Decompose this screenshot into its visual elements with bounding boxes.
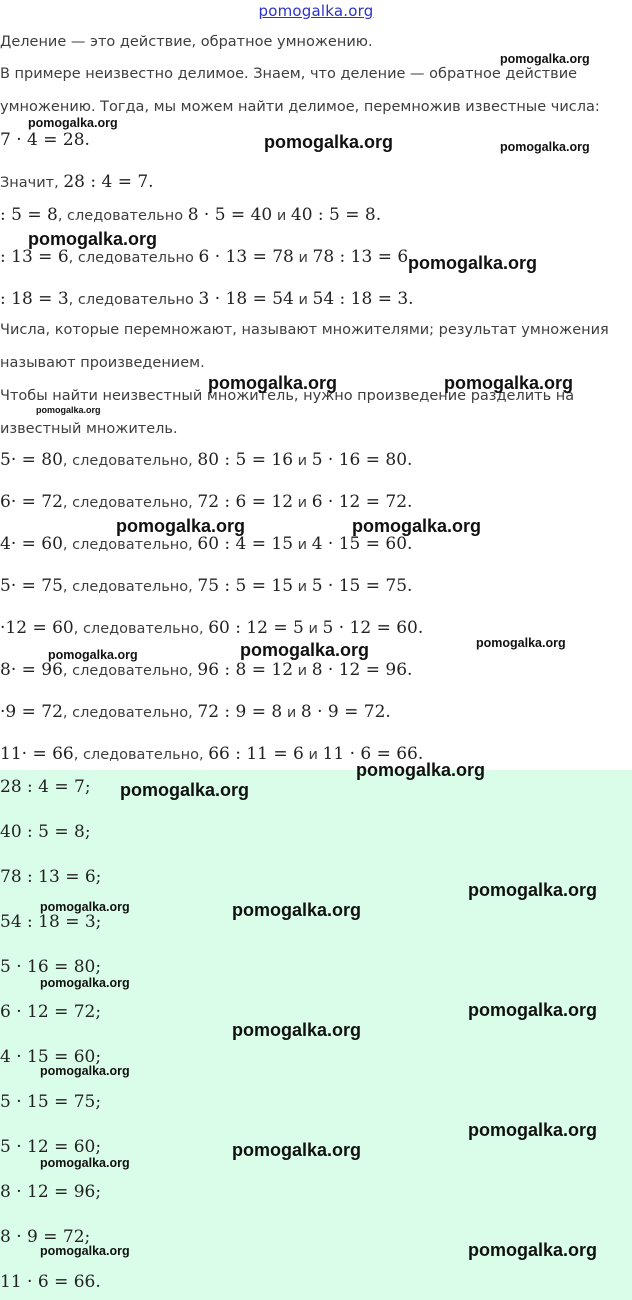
answer-line: 5 · 12 = 60;: [0, 1137, 102, 1157]
therefore-line: [0, 172, 154, 192]
example-check: 6 · 13 = 78: [198, 247, 294, 267]
example-result: 5 · 15 = 75.: [311, 576, 413, 596]
example-word: , следовательно,: [73, 747, 209, 763]
example-and: и: [293, 250, 313, 266]
example-result: 5 · 16 = 80.: [311, 450, 413, 470]
answer-line: 11 · 6 = 66.: [0, 1272, 101, 1292]
example-check: 72 : 9 = 8: [197, 702, 283, 722]
watermark: pomogalka.org: [444, 373, 574, 393]
example-equation: : 13 = 6: [0, 247, 69, 267]
example-and: и: [293, 537, 312, 553]
para1-line2: умножению. Тогда, мы можем найти делимое, перемножив известные числа:: [0, 99, 600, 115]
example-check: 3 · 18 = 54: [198, 289, 294, 309]
example-and: и: [282, 705, 301, 721]
div-example-row: [0, 289, 414, 309]
watermark: pomogalka.org: [500, 52, 590, 66]
example-and: и: [272, 208, 291, 224]
mul-example-row: [0, 702, 391, 722]
example-result: 5 · 12 = 60.: [322, 618, 424, 638]
example-result: 8 · 12 = 96.: [311, 660, 413, 680]
example-equation: : 5 = 8: [0, 205, 58, 225]
example-check: 8 · 5 = 40: [187, 205, 273, 225]
watermark: pomogalka.org: [352, 516, 482, 536]
para2-line2: называют произведением.: [0, 355, 205, 371]
example-and: и: [303, 747, 323, 763]
example-and: и: [293, 292, 313, 308]
watermark: pomogalka.org: [208, 373, 338, 393]
example-check: 66 : 11 = 6: [208, 744, 304, 764]
div-example-row: [0, 247, 414, 267]
example-check: 60 : 12 = 5: [208, 618, 304, 638]
example-check: 60 : 4 = 15: [197, 534, 294, 554]
example-result: 54 : 18 = 3.: [312, 289, 414, 309]
watermark: pomogalka.org: [40, 900, 130, 914]
answer-line: 8 · 12 = 96;: [0, 1182, 102, 1202]
example-result: 6 · 12 = 72.: [311, 492, 413, 512]
example-equation: 11· = 66: [0, 744, 74, 764]
watermark: pomogalka.org: [468, 1120, 598, 1140]
watermark: pomogalka.org: [240, 640, 370, 660]
watermark: pomogalka.org: [36, 405, 101, 415]
watermark: pomogalka.org: [468, 880, 598, 900]
example-result: 8 · 9 = 72.: [300, 702, 391, 722]
para3-line1: Чтобы найти неизвестный множитель, нужно произведение разделить на: [0, 388, 575, 404]
calc-line: [0, 130, 90, 150]
para3-line2: известный множитель.: [0, 421, 178, 437]
answer-line: 5 · 16 = 80;: [0, 957, 102, 977]
example-equation: 8· = 96: [0, 660, 63, 680]
example-equation: ·12 = 60: [0, 618, 74, 638]
example-result: 11 · 6 = 66.: [322, 744, 424, 764]
example-word: , следовательно,: [73, 621, 209, 637]
watermark: pomogalka.org: [40, 1244, 130, 1258]
calc-math: 7 · 4 = 28.: [0, 130, 90, 150]
example-word: , следовательно,: [62, 453, 198, 469]
watermark: pomogalka.org: [476, 636, 566, 650]
watermark: pomogalka.org: [116, 516, 246, 536]
example-result: 40 : 5 = 8.: [290, 205, 382, 225]
example-result: 4 · 15 = 60.: [311, 534, 413, 554]
example-word: , следовательно: [68, 292, 199, 308]
answer-line: 28 : 4 = 7;: [0, 777, 91, 797]
example-equation: 4· = 60: [0, 534, 63, 554]
div-example-row: [0, 205, 381, 225]
watermark: pomogalka.org: [408, 253, 538, 273]
example-equation: 5· = 80: [0, 450, 63, 470]
example-word: , следовательно: [57, 208, 188, 224]
watermark: pomogalka.org: [28, 229, 158, 249]
example-equation: 6· = 72: [0, 492, 63, 512]
mul-example-row: [0, 618, 423, 638]
example-and: и: [303, 621, 323, 637]
watermark: pomogalka.org: [232, 900, 362, 920]
example-word: , следовательно,: [62, 579, 198, 595]
example-word: , следовательно: [68, 250, 199, 266]
answer-line: 40 : 5 = 8;: [0, 822, 91, 842]
example-and: и: [293, 663, 312, 679]
answer-line: 78 : 13 = 6;: [0, 867, 102, 887]
watermark: pomogalka.org: [500, 140, 590, 154]
watermark: pomogalka.org: [28, 116, 118, 130]
mul-example-row: [0, 492, 412, 512]
mul-example-row: [0, 660, 412, 680]
answer-line: 54 : 18 = 3;: [0, 912, 102, 932]
watermark: pomogalka.org: [40, 976, 130, 990]
watermark: pomogalka.org: [40, 1064, 130, 1078]
watermark: pomogalka.org: [120, 780, 250, 800]
answer-line: 5 · 15 = 75;: [0, 1092, 102, 1112]
mul-example-row: [0, 450, 412, 470]
mul-example-row: [0, 534, 412, 554]
example-word: , следовательно,: [62, 663, 198, 679]
example-check: 75 : 5 = 15: [197, 576, 294, 596]
answer-line: 8 · 9 = 72;: [0, 1227, 91, 1247]
example-word: , следовательно,: [62, 495, 198, 511]
answer-line: 4 · 15 = 60;: [0, 1047, 102, 1067]
answer-line: 6 · 12 = 72;: [0, 1002, 102, 1022]
site-link[interactable]: pomogalka.org: [258, 2, 374, 20]
para1-line1: В примере неизвестно делимое. Знаем, что деление — обратное действие: [0, 66, 578, 82]
example-and: и: [293, 495, 312, 511]
watermark: pomogalka.org: [264, 132, 394, 152]
example-equation: : 18 = 3: [0, 289, 69, 309]
example-and: и: [293, 453, 312, 469]
watermark: pomogalka.org: [48, 648, 138, 662]
therefore-label: Значит,: [0, 175, 59, 191]
example-and: и: [293, 579, 312, 595]
watermark: pomogalka.org: [232, 1020, 362, 1040]
therefore-math: 28 : 4 = 7.: [63, 172, 154, 192]
example-check: 72 : 6 = 12: [197, 492, 294, 512]
mul-example-row: [0, 576, 412, 596]
example-check: 80 : 5 = 16: [197, 450, 294, 470]
watermark: pomogalka.org: [40, 1156, 130, 1170]
intro-text: Деление — это действие, обратное умножению.: [0, 34, 373, 50]
para2-line1: Числа, которые перемножают, называют множителями; результат умножения: [0, 322, 609, 338]
watermark: pomogalka.org: [468, 1000, 598, 1020]
watermark: pomogalka.org: [468, 1240, 598, 1260]
example-result: 78 : 13 = 6.: [312, 247, 414, 267]
watermark: pomogalka.org: [232, 1140, 362, 1160]
watermark: pomogalka.org: [356, 760, 486, 780]
example-equation: 5· = 75: [0, 576, 63, 596]
example-word: , следовательно,: [62, 537, 198, 553]
example-word: , следовательно,: [62, 705, 198, 721]
example-check: 96 : 8 = 12: [197, 660, 294, 680]
example-equation: ·9 = 72: [0, 702, 63, 722]
